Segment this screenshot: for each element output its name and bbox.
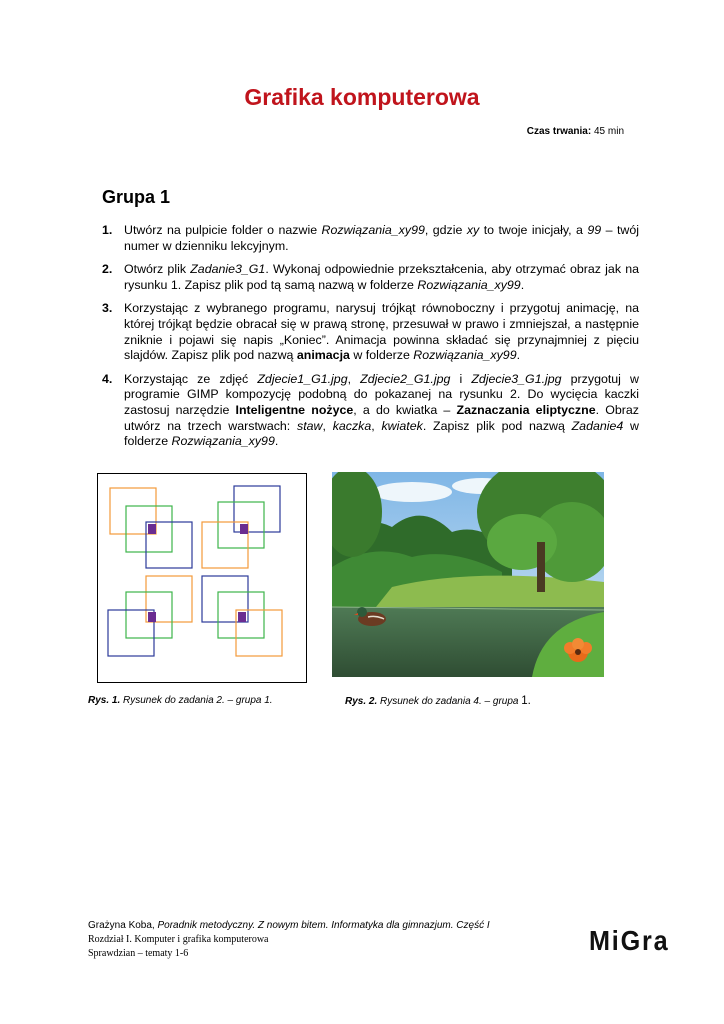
footer	[88, 919, 490, 961]
page-title: Grafika komputerowa	[244, 84, 480, 110]
publisher-logo: MiGra	[589, 925, 670, 956]
duration-label: Czas trwania:	[526, 126, 592, 137]
group-heading: Grupa 1	[102, 187, 171, 207]
task-text: Otwórz plik Zadanie3_G1. Wykonaj odpowiednie przekształcenia, aby otrzymać obraz jak na rysunku 1. Zapisz plik pod tą samą nazwą w folderze Rozwiązania_xy99.	[124, 262, 640, 292]
figure-pond-photo	[332, 472, 604, 677]
pond-image	[332, 472, 604, 677]
task-3	[102, 301, 639, 363]
task-4	[102, 372, 639, 450]
task-text: Korzystając ze zdjęć Zdjecie1_G1.jpg, Zdjecie2_G1.jpg i Zdjecie3_G1.jpg przygotuj w programie GIMP kompozycję podobną do pokazanej na rysunku 2. Do wycięcia kaczki zastosuj narzędzie Inteligentne nożyce, a do kwiatka – Zaznaczania eliptyczne. Obraz utwórz na trzech warstwach: staw, kaczka, kwiatek. Zapisz plik pod nazwą Zadanie4 w folderze Rozwiązania_xy99.	[124, 371, 639, 449]
figure-1-caption: Rys. 1. Rysunek do zadania 2. – grupa 1.	[88, 695, 273, 706]
footer-line-2: Rozdział I. Komputer i grafika komputerowa	[88, 934, 269, 945]
squares-diagram	[98, 474, 306, 682]
task-2	[102, 262, 639, 293]
footer-line-1: Grażyna Koba, Poradnik metodyczny. Z nowym bitem. Informatyka dla gimnazjum. Część I	[88, 920, 490, 931]
task-text: Utwórz na pulpicie folder o nazwie Rozwiązania_xy99, gdzie xy to twoje inicjały, a 99 – twój numer w dzienniku lekcyjnym.	[124, 223, 640, 253]
figure-squares	[97, 473, 307, 683]
task-number: 3.	[102, 301, 113, 316]
task-text: Korzystając z wybranego programu, narysuj trójkąt równoboczny i przygotuj animację, na której trójkąt będzie obracał się w prawą stronę, przesuwał w prawo i zmniejszał, a następnie zniknie i pojawi się napis „Koniec”. Animacja powinna składać się przynajmniej z pięciu slajdów. Zapisz plik pod nazwą animacja w folderze Rozwiązania_xy99.	[124, 301, 639, 363]
footer-line-3: Sprawdzian – tematy 1-6	[88, 948, 189, 959]
figure-2-caption: Rys. 2. Rysunek do zadania 4. – grupa 1.	[345, 695, 531, 707]
duration	[527, 126, 624, 137]
task-1	[102, 223, 639, 254]
duration-value: 45 min	[593, 126, 624, 137]
task-number: 1.	[102, 223, 113, 237]
task-number: 2.	[102, 262, 113, 277]
task-list	[102, 223, 639, 458]
task-number: 4.	[102, 371, 113, 386]
